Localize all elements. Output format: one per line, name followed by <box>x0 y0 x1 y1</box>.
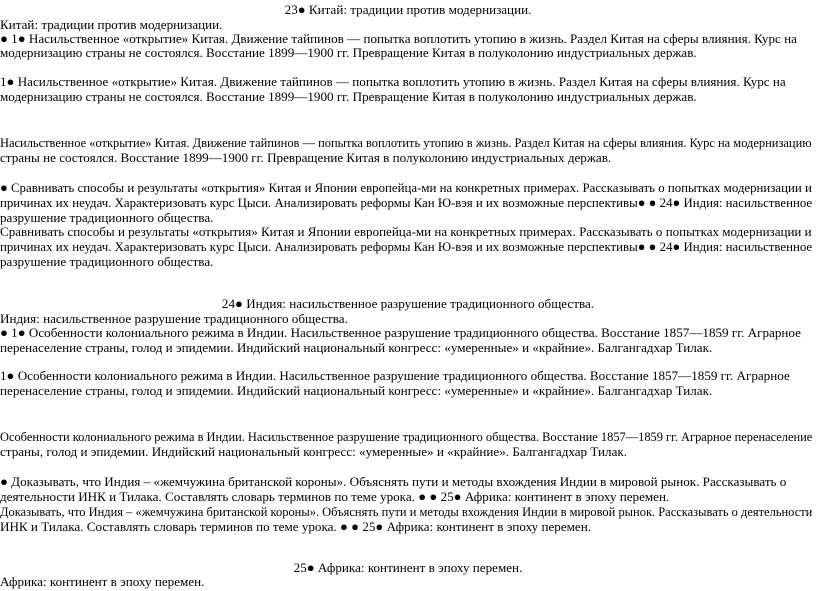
text-line: причинах их неудач. Характеризовать курс Цыси. Анализировать реформы Кан Ю-вэя и их возможные перспективы● ● 24● Индия: насильственное <box>0 239 813 254</box>
text-line: причинах их неудач. Характеризовать курс Цыси. Анализировать реформы Кан Ю-вэя и их возможные перспективы● ● 24● Индия: насильственное <box>0 195 813 210</box>
text-line: Сравнивать способы и результаты «открытия» Китая и Японии европейца-ми на конкретных примерах. Рассказывать о попытках модернизации и <box>0 224 812 239</box>
text-line: ИНК и Тилака. Составлять словарь терминов по теме урока. ● ● 25● Африка: континент в эпоху перемен. <box>0 519 592 534</box>
text-line: страны, голод и эпидемии. Индийский национальный конгресс: «умеренные» и «крайние». Балгангадхар Тилак. <box>0 444 628 459</box>
text-line: Особенности колониального режима в Индии. Насильственное разрушение традиционного общества. Восстание 1857—1859 гг. Аграрное перенаселение <box>0 429 813 444</box>
text-line: Насильственное «открытие» Китая. Движение тайпинов — попытка воплотить утопию в жизнь. Раздел Китая на сферы влияния. Курс на модернизацию <box>0 135 812 150</box>
text-line: Доказывать, что Индия – «жемчужина британской короны». Объяснять пути и методы вхождения Индии в мировой рынок. Рассказывать о деятельности <box>0 504 813 519</box>
text-line: перенаселение страны, голод и эпидемии. Индийский национальный конгресс: «умеренные» и «крайние». Балгангадхар Тилак. <box>0 340 713 355</box>
text-line: ● Сравнивать способы и результаты «открытия» Китая и Японии европейца-ми на конкретных примерах. Рассказывать о попытках модернизации и <box>0 180 812 195</box>
section-25-subtitle: Африка: континент в эпоху перемен. <box>0 574 205 589</box>
text-line: 1● Насильственное «открытие» Китая. Движение тайпинов — попытка воплотить утопию в жизнь. Раздел Китая на сферы влияния. Курс на <box>0 74 786 89</box>
text-line: деятельности ИНК и Тилака. Составлять словарь терминов по теме урока. ● ● 25● Африка: континент в эпоху перемен. <box>0 489 670 504</box>
text-line: модернизацию страны не состоялся. Восстание 1899—1900 гг. Превращение Китая в полуколонию индустриальных держав. <box>0 45 697 60</box>
text-line: ● 1● Насильственное «открытие» Китая. Движение тайпинов — попытка воплотить утопию в жизнь. Раздел Китая на сферы влияния. Курс на <box>0 31 797 46</box>
text-line: разрушение традиционного общества. <box>0 254 214 269</box>
section-23-heading: 23● Китай: традиции против модернизации. <box>284 2 532 17</box>
text-line: 1● Особенности колониального режима в Индии. Насильственное разрушение традиционного общества. Восстание 1857—1859 гг. Аграрное <box>0 368 790 383</box>
text-line: разрушение традиционного общества. <box>0 210 214 225</box>
section-25-heading: 25● Африка: континент в эпоху перемен. <box>293 560 523 575</box>
text-line: перенаселение страны, голод и эпидемии. Индийский национальный конгресс: «умеренные» и «крайние». Балгангадхар Тилак. <box>0 383 713 398</box>
text-line: ● 1● Особенности колониального режима в Индии. Насильственное разрушение традиционного общества. Восстание 1857—1859 гг. Аграрное <box>0 325 801 340</box>
text-line: страны не состоялся. Восстание 1899—1900 гг. Превращение Китая в полуколонию индустриальных держав. <box>0 150 612 165</box>
section-23-subtitle: Китай: традиции против модернизации. <box>0 17 223 32</box>
section-24-subtitle: Индия: насильственное разрушение традиционного общества. <box>0 311 348 326</box>
text-line: модернизацию страны не состоялся. Восстание 1899—1900 гг. Превращение Китая в полуколонию индустриальных держав. <box>0 89 697 104</box>
text-line: ● Доказывать, что Индия – «жемчужина британской короны». Объяснять пути и методы вхождения Индии в мировой рынок. Рассказывать о <box>0 474 787 489</box>
section-24-heading: 24● Индия: насильственное разрушение традиционного общества. <box>221 296 595 311</box>
